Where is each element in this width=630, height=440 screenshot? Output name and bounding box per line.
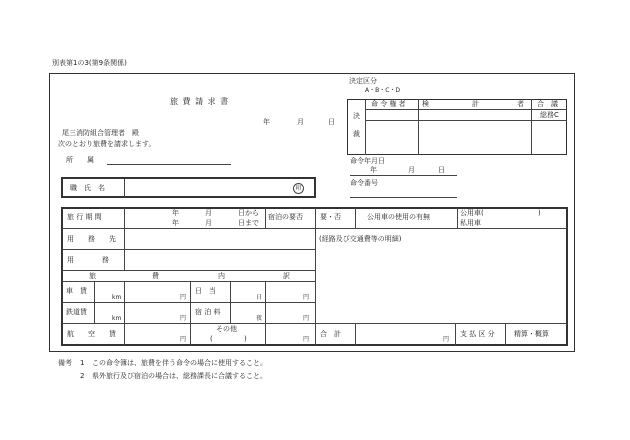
col-line-k [355, 323, 356, 346]
business-place-label: 用 務 先 [67, 235, 116, 243]
breakdown-col1: 旅 [89, 272, 96, 280]
to-month: 月 [205, 219, 212, 227]
col-commander: 命 令 権 者 [371, 100, 406, 108]
other-paren-close: ) [244, 335, 247, 343]
col-line-b [265, 208, 266, 229]
decision-side-1: 決 [353, 112, 360, 120]
order-date-label: 命令年月日 [350, 157, 385, 165]
col-line-h [190, 281, 191, 346]
order-number-label: 命令番号 [350, 179, 378, 187]
public-car[interactable]: 公用車( [460, 209, 484, 217]
date-year-label: 年 [263, 118, 270, 126]
business-label: 用 務 [67, 256, 109, 264]
addressee: 尾三消防組合管理者 殿 [62, 129, 139, 137]
note1-number: 1 [80, 359, 85, 367]
row-line-5 [62, 302, 315, 303]
breakdown-col3: 内 [218, 272, 225, 280]
date-month-label: 月 [297, 118, 304, 126]
col-line-g [124, 281, 125, 346]
col-line-d [355, 208, 356, 229]
period-label: 旅 行 期 間 [67, 213, 102, 221]
col-person: 者 [517, 100, 524, 108]
route-note: (経路及び交通費等の明細) [319, 235, 402, 243]
row-line-2 [62, 249, 315, 250]
total-yen: 円 [443, 336, 450, 343]
note2-text: 県外旅行及び宿泊の場合は、総務課長に合議すること。 [92, 372, 267, 380]
order-date-day: 日 [438, 166, 445, 174]
form-title: 旅 費 請 求 書 [170, 97, 230, 106]
name-box-divider [124, 179, 125, 197]
header-reference: 別表第1の3(第9条関係) [52, 59, 127, 67]
to-year: 年 [172, 219, 179, 227]
note1-text: この命令簿は、旅費を伴う命令の場合に使用すること。 [92, 359, 267, 367]
approval-row-line [365, 120, 567, 121]
col-line-j [265, 281, 266, 346]
car-fare-yen: 円 [180, 294, 187, 301]
name-input[interactable] [130, 195, 280, 196]
row-line-6 [62, 323, 315, 324]
col-consult: 合 議 [537, 100, 558, 108]
col-inspect: 検 [422, 100, 429, 108]
from-month: 月 [205, 209, 212, 217]
lodging-fee-night: 夜 [256, 315, 263, 322]
col-line-e [457, 208, 458, 229]
lodging-fee-label: 宿 泊 料 [195, 308, 221, 316]
rail-fare-label: 鉄道賃 [66, 308, 87, 316]
approval-header-line [365, 109, 567, 110]
daily-allowance-label: 日 当 [195, 287, 216, 295]
col-line-f [94, 281, 95, 323]
col-line-m [505, 323, 506, 346]
row-line-right-bottom [315, 323, 567, 324]
note2-number: 2 [80, 372, 85, 380]
rail-fare-yen: 円 [180, 315, 187, 322]
name-label: 職 氏 名 [70, 184, 105, 192]
row-line-right-top [315, 228, 567, 229]
order-date-month: 月 [408, 166, 415, 174]
approval-col-divider-1 [418, 99, 419, 155]
decision-label: 決定区分 [349, 77, 377, 85]
breakdown-col4: 訳 [283, 272, 290, 280]
seal-icon: 印 [293, 183, 304, 194]
decision-options: A・B・C・D [365, 87, 401, 94]
date-day-label: 日 [328, 118, 335, 126]
total-label: 合 計 [320, 330, 341, 338]
request-text: 次のとおり旅費を請求します。 [58, 140, 156, 148]
from-day: 日から [238, 209, 259, 217]
approval-side-divider [365, 99, 366, 155]
public-car-close: ) [538, 209, 541, 217]
from-year: 年 [172, 209, 179, 217]
row-line-1 [62, 228, 315, 229]
order-date-underline[interactable] [350, 175, 457, 176]
approval-col-divider-2 [531, 99, 532, 155]
air-fare-label: 航 空 賃 [67, 330, 116, 338]
settlement-type[interactable]: 精算・概算 [514, 330, 549, 338]
other-paren-open: ( [210, 335, 213, 343]
lodging-need-label: 宿泊の要否 [268, 213, 303, 221]
breakdown-col2: 費 [152, 272, 159, 280]
to-day: 日まで [238, 219, 259, 227]
order-date-year: 年 [370, 166, 377, 174]
air-fare-yen: 円 [180, 336, 187, 343]
row-line-4 [62, 281, 315, 282]
col-accounting: 計 [472, 100, 479, 108]
private-car[interactable]: 私用車 [460, 219, 481, 227]
col-line-l [455, 323, 456, 346]
order-number-underline[interactable] [350, 197, 457, 198]
row-line-3 [62, 270, 315, 271]
lodging-yes-no[interactable]: 要・否 [320, 213, 341, 221]
affiliation-label: 所 属 [66, 156, 94, 164]
public-car-use-label: 公用車の使用の有無 [367, 213, 430, 221]
notes-label: 備考 [58, 359, 72, 367]
decision-side-2: 裁 [353, 130, 360, 138]
col-line-i [230, 281, 231, 323]
affiliation-underline[interactable] [107, 164, 231, 165]
car-fare-km: km [112, 294, 122, 301]
lodging-fee-yen: 円 [303, 315, 310, 322]
other-yen: 円 [303, 336, 310, 343]
other-label: その他 [216, 325, 237, 333]
daily-allowance-day: 日 [256, 294, 263, 301]
payment-type-label: 支 払 区 分 [460, 330, 495, 338]
general-affairs: 総務C [540, 111, 559, 119]
col-line-c [315, 208, 316, 346]
car-fare-label: 車 賃 [66, 287, 87, 295]
col-line-a [124, 208, 125, 271]
rail-fare-km: km [112, 315, 122, 322]
daily-allowance-yen: 円 [303, 294, 310, 301]
